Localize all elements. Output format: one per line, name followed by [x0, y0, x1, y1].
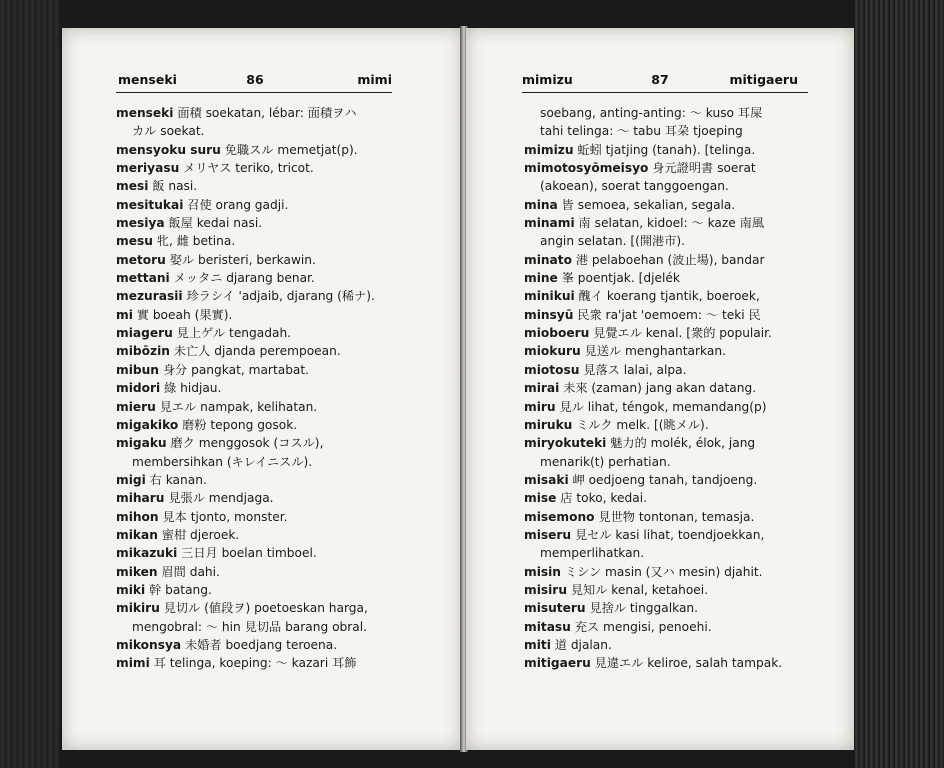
dictionary-entry [116, 159, 458, 177]
dictionary-entry [116, 581, 458, 599]
entry-headword: mesi [116, 179, 149, 194]
dictionary-entry [116, 287, 458, 305]
entry-headword: mieru [116, 399, 156, 414]
dictionary-entry [524, 287, 854, 305]
entry-definition: 見ル lihat, téngok, memandang(p) [555, 399, 767, 414]
entry-definition: 店 toko, kedai. [556, 491, 647, 506]
entry-definition: 見張ル mendjaga. [164, 491, 274, 506]
dictionary-entry [116, 636, 458, 654]
entry-headword: mesitukai [116, 197, 184, 212]
dictionary-entry [524, 177, 854, 195]
dictionary-entry [116, 122, 458, 140]
entry-definition: 見送ル menghantarkan. [580, 344, 726, 359]
dictionary-entry [116, 232, 458, 250]
entry-headword: misuteru [524, 601, 586, 616]
dictionary-entry [524, 104, 854, 122]
dictionary-entry [116, 544, 458, 562]
left-page-header [118, 72, 392, 92]
entry-headword: mise [524, 491, 557, 506]
dictionary-entry [116, 563, 458, 581]
entry-headword: mina [524, 197, 558, 212]
entry-headword: miru [524, 399, 556, 414]
entry-headword: meriyasu [116, 161, 180, 176]
entry-headword: mibun [116, 362, 159, 377]
entry-definition: ミルク melk. [(眺メル). [572, 417, 709, 432]
dictionary-entry [116, 654, 458, 672]
dictionary-entry [524, 453, 854, 471]
dictionary-entry [524, 141, 854, 159]
dictionary-entry [116, 141, 458, 159]
entry-definition: 蚯蚓 tjatjing (tanah). [telinga. [573, 142, 756, 157]
entry-definition: 峯 poentjak. [djelék [557, 271, 680, 286]
entry-headword: mimotosyōmeisyo [524, 161, 649, 176]
dictionary-entry [116, 526, 458, 544]
entry-definition: 南 selatan, kidoel: ～ kaze 南風 [574, 216, 765, 231]
entry-headword: mitasu [524, 619, 571, 634]
entry-definition: 身分 pangkat, martabat. [158, 362, 310, 377]
dictionary-entry [116, 342, 458, 360]
entry-headword: miken [116, 564, 158, 579]
entry-definition: 魅力的 molék, élok, jang [606, 436, 756, 451]
entry-headword: mirai [524, 381, 560, 396]
entry-headword: miruku [524, 417, 573, 432]
dictionary-entry [116, 251, 458, 269]
entry-definition: 見本 tjonto, monster. [158, 509, 288, 524]
dictionary-entry [524, 232, 854, 250]
left-guide-word-last: mimi [357, 72, 392, 87]
dictionary-entry [524, 544, 854, 562]
entry-definition: 綠 hidjau. [160, 381, 222, 396]
dictionary-entry [116, 196, 458, 214]
entry-definition: 見切ル (値段ヲ) poetoeskan harga, [159, 601, 368, 616]
entry-headword: mesiya [116, 216, 165, 231]
entry-definition: 岬 oedjoeng tanah, tandjoeng. [568, 472, 758, 487]
left-page [62, 28, 462, 750]
entry-headword: migi [116, 472, 146, 487]
entry-headword: miotosu [524, 362, 580, 377]
dictionary-entry [524, 654, 854, 672]
entry-definition: 珍ラシイ 'adjaib, djarang (稀ナ). [182, 289, 375, 304]
dictionary-entry [116, 398, 458, 416]
dictionary-entry [116, 471, 458, 489]
entry-definition: 充ス mengisi, penoehi. [570, 619, 712, 634]
entry-definition: 三日月 boelan timboel. [177, 546, 317, 561]
entry-headword: minami [524, 216, 575, 231]
entry-headword: miokuru [524, 344, 581, 359]
entry-headword: mitigaeru [524, 656, 591, 671]
entry-definition: 飯 nasi. [148, 179, 198, 194]
right-guide-word-last: mitigaeru [729, 72, 798, 87]
dictionary-entry [116, 104, 458, 122]
entry-definition: 耳 telinga, koeping: ～ kazari 耳飾 [149, 656, 357, 671]
dictionary-entry [524, 361, 854, 379]
entry-definition: 見違エル keliroe, salah tampak. [590, 656, 783, 671]
entry-headword: mihon [116, 509, 159, 524]
dictionary-entry [116, 618, 458, 636]
entry-definition: memperlihatkan. [540, 546, 645, 561]
entry-definition: mengobral: ～ hin 見切品 barang obral. [132, 619, 368, 634]
dictionary-entry [524, 489, 854, 507]
entry-definition: 飯屋 kedai nasi. [164, 216, 263, 231]
entry-headword: mibōzin [116, 344, 170, 359]
dictionary-entry [116, 177, 458, 195]
entry-definition: 右 kanan. [145, 472, 207, 487]
entry-definition: 港 pelaboehan (波止場), bandar [571, 252, 765, 267]
entry-definition: 磨ク menggosok (コスル), [166, 436, 324, 451]
dictionary-entry [524, 526, 854, 544]
entry-definition: 實 boeah (果實). [132, 307, 233, 322]
entry-headword: mimi [116, 656, 150, 671]
left-page-number: 86 [246, 72, 264, 87]
dictionary-entry [116, 453, 458, 471]
right-guide-word-first: mimizu [522, 72, 573, 87]
dictionary-entry [524, 306, 854, 324]
dictionary-entry [524, 563, 854, 581]
dictionary-entry [116, 361, 458, 379]
entry-definition: 面積 soekatan, lébar: 面積ヲハ [173, 106, 357, 120]
dictionary-entry [116, 379, 458, 397]
left-entry-list [116, 104, 458, 673]
dictionary-entry [116, 269, 458, 287]
entry-headword: misemono [524, 509, 595, 524]
entry-definition: 未亡人 djanda perempoean. [169, 344, 341, 359]
entry-definition: 幹 batang. [145, 582, 212, 597]
entry-definition: 未來 (zaman) jang akan datang. [559, 381, 757, 396]
dictionary-entry [524, 324, 854, 342]
entry-headword: mine [524, 271, 558, 286]
entry-definition: 召使 orang gadji. [183, 197, 289, 212]
entry-definition: 道 djalan. [550, 637, 612, 652]
entry-headword: miageru [116, 326, 173, 341]
entry-headword: miseru [524, 527, 572, 542]
entry-headword: minikui [524, 289, 575, 304]
dictionary-entry [116, 599, 458, 617]
dictionary-entry [524, 398, 854, 416]
dictionary-entry [524, 618, 854, 636]
entry-headword: midori [116, 381, 161, 396]
entry-definition: soebang, anting-anting: ～ kuso 耳屎 [540, 106, 763, 120]
dictionary-entry [116, 434, 458, 452]
dictionary-entry [524, 196, 854, 214]
entry-definition: 娶ル beristeri, berkawin. [165, 252, 316, 267]
entry-definition: tahi telinga: ～ tabu 耳朶 tjoeping [540, 124, 743, 139]
entry-headword: mettani [116, 271, 170, 286]
entry-headword: miryokuteki [524, 436, 607, 451]
dictionary-entry [524, 214, 854, 232]
right-page-number: 87 [651, 72, 669, 87]
entry-headword: mioboeru [524, 326, 590, 341]
entry-definition: カル soekat. [132, 124, 205, 139]
entry-headword: mikonsya [116, 637, 182, 652]
entry-definition: angin selatan. [(開港市). [540, 234, 686, 249]
entry-headword: mesu [116, 234, 153, 249]
dictionary-entry [116, 306, 458, 324]
entry-headword: mi [116, 307, 133, 322]
entry-definition: 皆 semoea, sekalian, segala. [557, 197, 736, 212]
entry-definition: membersihkan (キレイニスル). [132, 454, 313, 469]
entry-headword: mikiru [116, 601, 160, 616]
entry-headword: misin [524, 564, 561, 579]
right-page-header [522, 72, 798, 92]
entry-definition: (akoean), soerat tanggoengan. [540, 179, 729, 194]
entry-headword: mimizu [524, 142, 574, 157]
entry-definition: 見捨ル tinggalkan. [585, 601, 699, 616]
dictionary-entry [524, 599, 854, 617]
entry-definition: 牝, 雌 betina. [152, 234, 236, 249]
entry-definition: 眉間 dahi. [157, 564, 220, 579]
dictionary-entry [524, 122, 854, 140]
entry-headword: mensyoku suru [116, 142, 221, 157]
entry-headword: migakiko [116, 417, 179, 432]
entry-headword: misaki [524, 472, 569, 487]
entry-definition: 見覺エル kenal. [衆的 populair. [589, 326, 772, 341]
entry-definition: 免職スル memetjat(p). [220, 142, 358, 157]
entry-definition: 磨粉 tepong gosok. [178, 417, 298, 432]
dictionary-entry [116, 324, 458, 342]
entry-definition: ミシン masin (又ハ mesin) djahit. [561, 564, 763, 579]
dictionary-entry [524, 159, 854, 177]
left-header-rule [116, 92, 392, 93]
dictionary-entry [524, 508, 854, 526]
entry-headword: metoru [116, 252, 166, 267]
entry-headword: mikan [116, 527, 158, 542]
entry-definition: menarik(t) perhatian. [540, 454, 671, 469]
dictionary-entry [116, 489, 458, 507]
dictionary-entry [524, 251, 854, 269]
dictionary-entry [116, 508, 458, 526]
entry-definition: 見落ス lalai, alpa. [579, 362, 687, 377]
dictionary-entry [524, 581, 854, 599]
entry-headword: minsyū [524, 307, 574, 322]
entry-definition: 民衆 ra'jat 'oemoem: ～ teki 民 [573, 307, 761, 322]
dictionary-entry [524, 636, 854, 654]
entry-headword: miti [524, 637, 551, 652]
entry-definition: メリヤス teriko, tricot. [179, 161, 314, 176]
scan-edge-right [854, 0, 944, 768]
entry-headword: mezurasii [116, 289, 183, 304]
right-entry-list [524, 104, 854, 673]
entry-definition: 見世物 tontonan, temasja. [594, 509, 755, 524]
entry-definition: 見エル nampak, kelihatan. [155, 399, 318, 414]
dictionary-entry [524, 379, 854, 397]
entry-definition: 未婚者 boedjang teroena. [181, 637, 338, 652]
dictionary-entry [524, 342, 854, 360]
right-header-rule [522, 92, 808, 93]
entry-headword: miki [116, 582, 146, 597]
scan-edge-left [0, 0, 60, 768]
dictionary-entry [116, 214, 458, 232]
entry-definition: 見知ル kenal, ketahoei. [567, 582, 709, 597]
entry-headword: menseki [116, 106, 174, 120]
entry-definition: 見上ゲル tengadah. [172, 326, 292, 341]
entry-headword: migaku [116, 436, 167, 451]
dictionary-entry [524, 416, 854, 434]
entry-definition: 醜イ koerang tjantik, boeroek, [574, 289, 760, 304]
entry-headword: mikazuki [116, 546, 178, 561]
dictionary-entry [524, 434, 854, 452]
dictionary-entry [524, 269, 854, 287]
entry-definition: メッタニ djarang benar. [169, 271, 315, 286]
dictionary-entry [524, 471, 854, 489]
entry-definition: 身元證明書 soerat [648, 161, 756, 176]
entry-headword: miharu [116, 491, 165, 506]
dictionary-entry [116, 416, 458, 434]
entry-headword: minato [524, 252, 572, 267]
entry-definition: 蜜柑 djeroek. [157, 527, 240, 542]
entry-definition: 見セル kasi lihat, toendjoekkan, [571, 527, 765, 542]
right-page [466, 28, 854, 750]
entry-headword: misiru [524, 582, 567, 597]
left-guide-word-first: menseki [118, 72, 177, 87]
